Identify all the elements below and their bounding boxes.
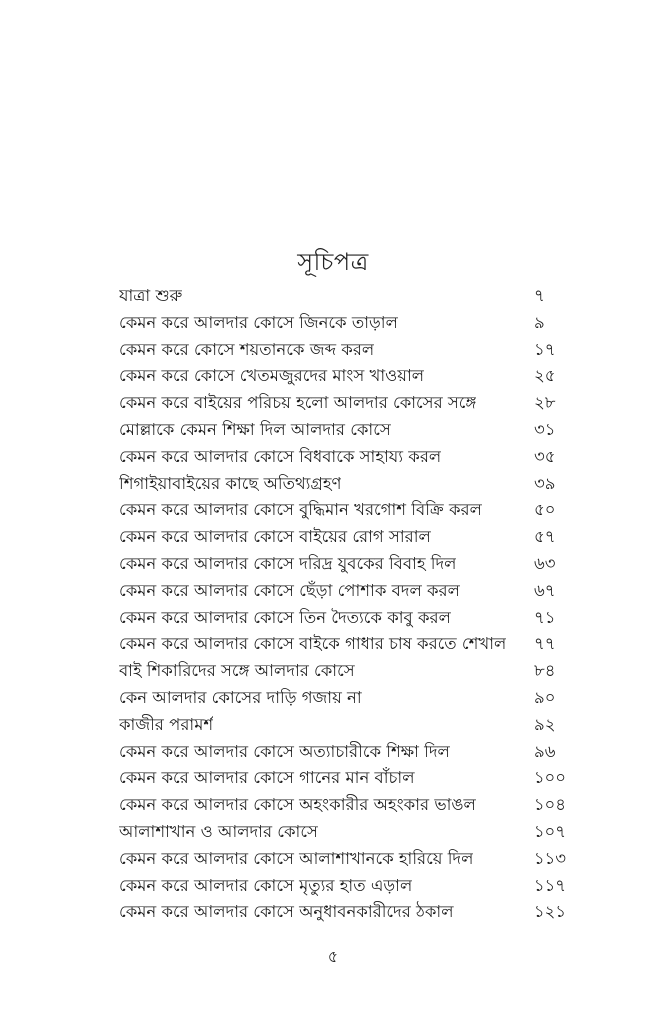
toc-entry-page: ১০৪ [533,795,566,815]
toc-entry-title: কেমন করে আলদার কোসে দরিদ্র যুবকের বিবাহ দিল [119,553,457,573]
toc-entry-page: ১১৭ [533,875,566,895]
toc-entry [119,765,566,792]
page-number: ৫ [327,947,339,966]
toc-entry [119,631,566,658]
toc-entry [119,310,566,337]
toc-entry [119,524,566,551]
toc-entry-title: কেমন করে আলদার কোসে বুদ্ধিমান খরগোশ বিক্রি করল [119,500,482,520]
toc-entry-title: কেমন করে আলদার কোসে অত্যাচারীকে শিক্ষা দিল [119,741,450,761]
toc-entry [119,551,566,578]
toc-entry-page: ১৭ [534,339,556,359]
toc-entry-page: ৭৭ [534,634,556,654]
toc-entry-title: শিগাইয়াবাইয়ের কাছে অতিথ্যগ্রহণ [119,473,342,493]
toc-entry [119,846,566,873]
toc-entry-page: ৯২ [534,714,556,734]
toc-entry [119,873,566,900]
toc-entry [119,417,566,444]
toc-entry-title: কেমন করে আলদার কোসে তিন দৈত্যকে কাবু করল [119,607,451,627]
toc-entry-page: ৯৬ [534,741,556,761]
toc-entry-page: ১০০ [533,768,566,788]
toc-entry-page: ৬৭ [534,580,556,600]
toc-entry-title: কেমন করে আলদার কোসে বাইয়ের রোগ সারাল [119,527,431,547]
toc-entry-title: কেমন করে আলদার কোসে অহংকারীর অহংকার ভাঙল [119,795,476,815]
toc-entry-title: কেমন করে আলদার কোসে ছেঁড়া পোশাক বদল করল [119,580,460,600]
toc-entry [119,819,566,846]
toc-entry-title: কেমন করে আলদার কোসে জিনকে তাড়াল [119,312,398,332]
toc-entry-page: ৬৩ [534,553,556,573]
toc-entry [119,605,566,632]
toc-entry-page: ২৫ [534,366,556,386]
toc-entry-page: ৭১ [534,607,556,627]
toc-entry-page: ১১৩ [533,848,566,868]
toc-entry-title: কাজীর পরামর্শ [119,714,214,734]
toc-entry-page: ৩৫ [534,446,556,466]
toc-entry-title: কেন আলদার কোসের দাড়ি গজায় না [119,687,362,707]
toc-entry [119,283,566,310]
toc-entry-page: ২৮ [534,393,556,413]
toc-entry-title: কেমন করে আলদার কোসে বিধবাকে সাহায্য করল [119,446,442,466]
toc-entry [119,739,566,766]
toc-entry-page: ৭ [534,286,545,305]
toc-entry-title: মোল্লাকে কেমন শিক্ষা দিল আলদার কোসে [119,419,391,439]
toc-entry [119,899,566,926]
toc-entry-title: কেমন করে আলদার কোসে অনুধাবনকারীদের ঠকাল [119,902,454,922]
toc-entry-title: কেমন করে কোসে খেতমজুরদের মাংস খাওয়াল [119,366,425,386]
toc-entry [119,792,566,819]
table-of-contents [119,283,566,926]
toc-entry [119,471,566,498]
toc-entry-title: কেমন করে আলদার কোসে আলাশাখানকে হারিয়ে দিল [119,848,474,868]
toc-entry-page: ৯০ [534,687,556,707]
toc-entry-title: বাই শিকারিদের সঙ্গে আলদার কোসে [119,661,355,681]
toc-entry-page: ৩১ [534,419,556,439]
toc-entry [119,497,566,524]
toc-entry-page: ৫৭ [534,527,556,547]
toc-entry-title: কেমন করে বাইয়ের পরিচয় হলো আলদার কোসের সঙ্গে [119,393,477,413]
toc-entry-page: ৯ [534,312,545,332]
toc-entry-title: আলাশাখান ও আলদার কোসে [119,821,318,841]
page-title: সূচিপত্র [297,248,369,277]
toc-entry-title: কেমন করে আলদার কোসে গানের মান বাঁচাল [119,768,415,788]
toc-entry [119,578,566,605]
toc-entry [119,685,566,712]
toc-entry-page: ৩৯ [534,473,556,493]
toc-entry [119,658,566,685]
toc-entry [119,363,566,390]
toc-entry-title: কেমন করে আলদার কোসে মৃত্যুর হাত এড়াল [119,875,413,895]
toc-entry-title: যাত্রা শুরু [119,286,183,305]
toc-entry-page: ৮৪ [534,661,556,681]
toc-entry [119,712,566,739]
toc-entry-page: ১০৭ [533,821,566,841]
toc-entry [119,337,566,364]
toc-entry [119,444,566,471]
toc-entry-page: ৫০ [534,500,556,520]
toc-entry [119,390,566,417]
toc-entry-page: ১২১ [533,902,566,922]
toc-entry-title: কেমন করে আলদার কোসে বাইকে গাধার চাষ করতে শেখাল [119,634,507,654]
toc-entry-title: কেমন করে কোসে শয়তানকে জব্দ করল [119,339,375,359]
